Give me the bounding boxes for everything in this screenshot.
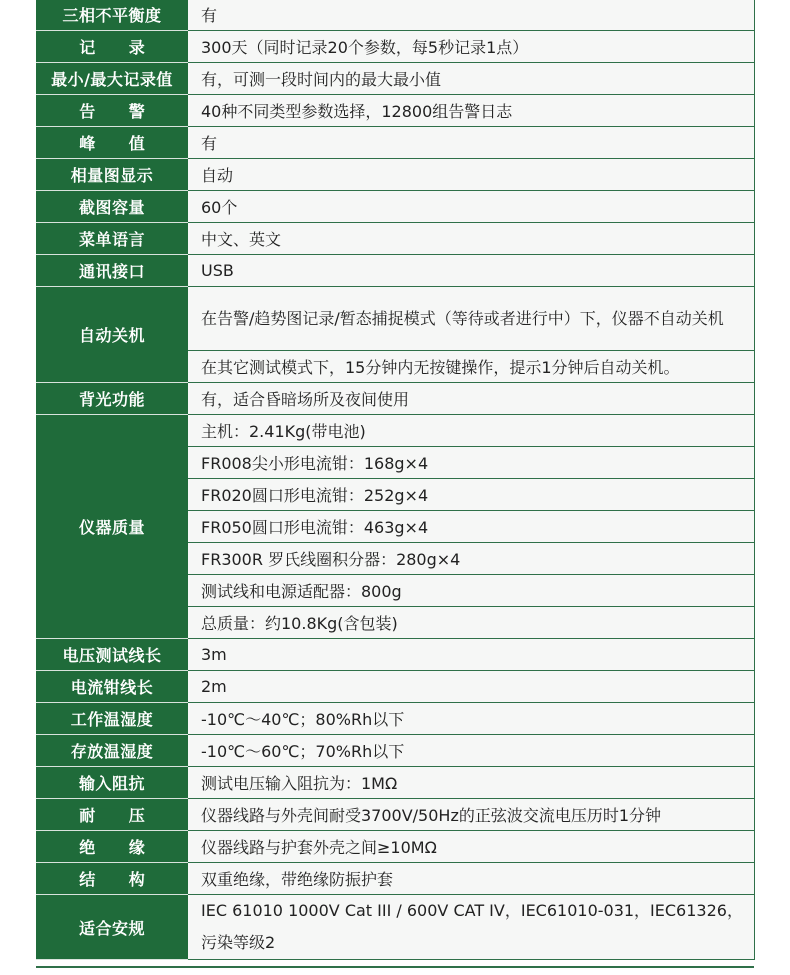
row-label: 截图容量	[37, 191, 188, 223]
table-row	[37, 895, 755, 960]
table-row	[37, 383, 755, 415]
table-row	[37, 863, 755, 895]
row-value: 有，适合昏暗场所及夜间使用	[188, 383, 755, 415]
table-row	[37, 799, 755, 831]
table-row	[37, 735, 755, 767]
row-label: 三相不平衡度	[37, 0, 188, 31]
row-value: 双重绝缘，带绝缘防振护套	[188, 863, 755, 895]
table-row	[37, 63, 755, 95]
table-row	[37, 639, 755, 671]
row-value: 主机：2.41Kg(带电池)	[188, 415, 755, 447]
row-value: 总质量：约10.8Kg(含包装)	[188, 607, 755, 639]
row-label: 相量图显示	[37, 159, 188, 191]
row-label: 仪器质量	[37, 415, 188, 639]
row-value: IEC 61010 1000V Cat III / 600V CAT IV，IEC61010-031，IEC61326，污染等级2	[188, 895, 755, 960]
row-value: 仪器线路与护套外壳之间≥10MΩ	[188, 831, 755, 863]
table-row	[37, 223, 755, 255]
row-label: 输入阻抗	[37, 767, 188, 799]
row-label: 峰 值	[37, 127, 188, 159]
row-value: -10℃～60℃；70%Rh以下	[188, 735, 755, 767]
row-label: 适合安规	[37, 895, 188, 960]
row-value: 仪器线路与外壳间耐受3700V/50Hz的正弦波交流电压历时1分钟	[188, 799, 755, 831]
row-label: 通讯接口	[37, 255, 188, 287]
row-value: 有	[188, 0, 755, 31]
table-bottom-border	[36, 966, 754, 968]
row-value: 3m	[188, 639, 755, 671]
row-label: 告 警	[37, 95, 188, 127]
row-value: 测试电压输入阻抗为：1MΩ	[188, 767, 755, 799]
row-value: 在告警/趋势图记录/暂态捕捉模式（等待或者进行中）下，仪器不自动关机	[188, 287, 755, 351]
row-label: 结 构	[37, 863, 188, 895]
row-label: 记 录	[37, 31, 188, 63]
row-label: 电流钳线长	[37, 671, 188, 703]
row-label: 菜单语言	[37, 223, 188, 255]
table-row	[37, 95, 755, 127]
row-value: 中文、英文	[188, 223, 755, 255]
table-row	[37, 671, 755, 703]
row-value: 测试线和电源适配器：800g	[188, 575, 755, 607]
row-label: 最小/最大记录值	[37, 63, 188, 95]
row-label: 电压测试线长	[37, 639, 188, 671]
row-value: FR300R 罗氏线圈积分器：280g×4	[188, 543, 755, 575]
row-label: 背光功能	[37, 383, 188, 415]
row-label: 工作温湿度	[37, 703, 188, 735]
row-value: 自动	[188, 159, 755, 191]
row-value: 300天（同时记录20个参数，每5秒记录1点）	[188, 31, 755, 63]
table-row	[37, 287, 755, 351]
table-row	[37, 831, 755, 863]
table-row	[37, 703, 755, 735]
table-row	[37, 767, 755, 799]
row-label: 自动关机	[37, 287, 188, 383]
row-label: 耐 压	[37, 799, 188, 831]
table-row	[37, 191, 755, 223]
row-value: FR050圆口形电流钳：463g×4	[188, 511, 755, 543]
spec-table	[36, 0, 755, 960]
table-row	[37, 255, 755, 287]
row-value: -10℃～40℃；80%Rh以下	[188, 703, 755, 735]
table-row	[37, 159, 755, 191]
table-row	[37, 415, 755, 447]
table-row	[37, 31, 755, 63]
row-label: 存放温湿度	[37, 735, 188, 767]
row-value: 2m	[188, 671, 755, 703]
row-value: 在其它测试模式下，15分钟内无按键操作，提示1分钟后自动关机。	[188, 351, 755, 383]
row-value: 40种不同类型参数选择，12800组告警日志	[188, 95, 755, 127]
row-value: 有，可测一段时间内的最大最小值	[188, 63, 755, 95]
row-label: 绝 缘	[37, 831, 188, 863]
row-value: USB	[188, 255, 755, 287]
row-value: 60个	[188, 191, 755, 223]
row-value: FR008尖小形电流钳：168g×4	[188, 447, 755, 479]
table-row	[37, 0, 755, 31]
row-value: FR020圆口形电流钳：252g×4	[188, 479, 755, 511]
table-row	[37, 127, 755, 159]
row-value: 有	[188, 127, 755, 159]
